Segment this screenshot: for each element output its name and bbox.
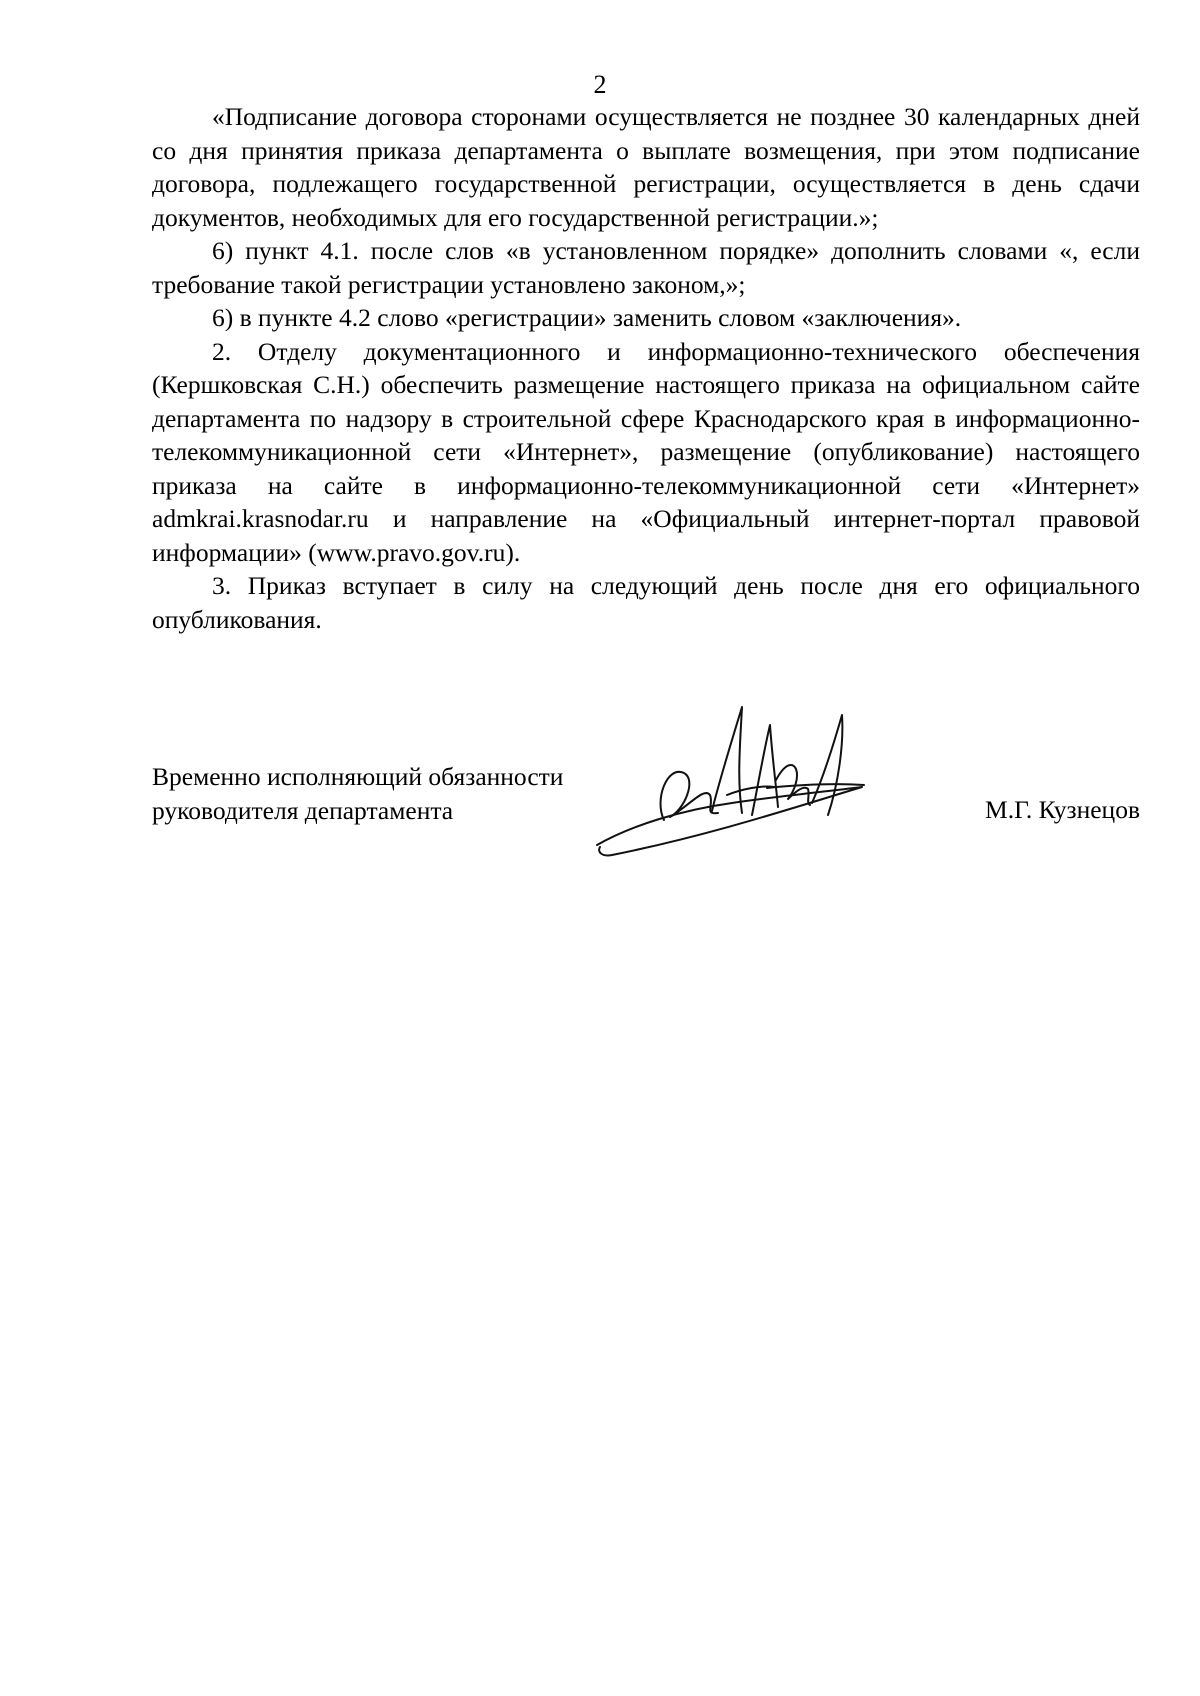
handwritten-signature [592, 695, 882, 880]
paragraph-item-4-1: 6) пункт 4.1. после слов «в установленном порядке» дополнить словами «, если требование такой регистрации установлено законом,»; [152, 236, 1140, 299]
paragraph-contract-signing: «Подписание договора сторонами осуществляется не позднее 30 календарных дней со дня принятия приказа департамента о выплате возмещения, при этом подписание договора, подлежащего государственной регистрации, осуществляется в день сдачи документов, необходимых для его государственной регистрации.»; [152, 102, 1140, 232]
signer-name: М.Г. Кузнецов [985, 795, 1140, 824]
signer-title [152, 760, 563, 827]
signer-title-line-2: руководителя департамента [152, 795, 454, 825]
paragraph-publication: 2. Отделу документационного и информационно-технического обеспечения (Кершковская С.Н.) обеспечить размещение настоящего приказа на официальном сайте департамента по надзору в строительной сфере Краснодарского края в информационно-телекоммуникационной сети «Интернет», размещение (опубликование) настоящего приказа на сайте в информационно-телекоммуникационной сети «Интернет» admkrai.krasnodar.ru и направление на «Официальный интернет-портал правовой информации» (www.pravo.gov.ru). [152, 336, 1140, 567]
signer-title-line-1: Временно исполняющий обязанности [152, 762, 564, 791]
paragraph-item-4-2: 6) в пункте 4.2 слово «регистрации» заменить словом «заключения». [212, 303, 962, 332]
paragraph-entry-into-force: 3. Приказ вступает в силу на следующий день после дня его официального опубликования. [152, 571, 1140, 634]
signature-block [152, 760, 1140, 880]
page-number: 2 [593, 70, 607, 99]
document-body [152, 100, 1140, 636]
